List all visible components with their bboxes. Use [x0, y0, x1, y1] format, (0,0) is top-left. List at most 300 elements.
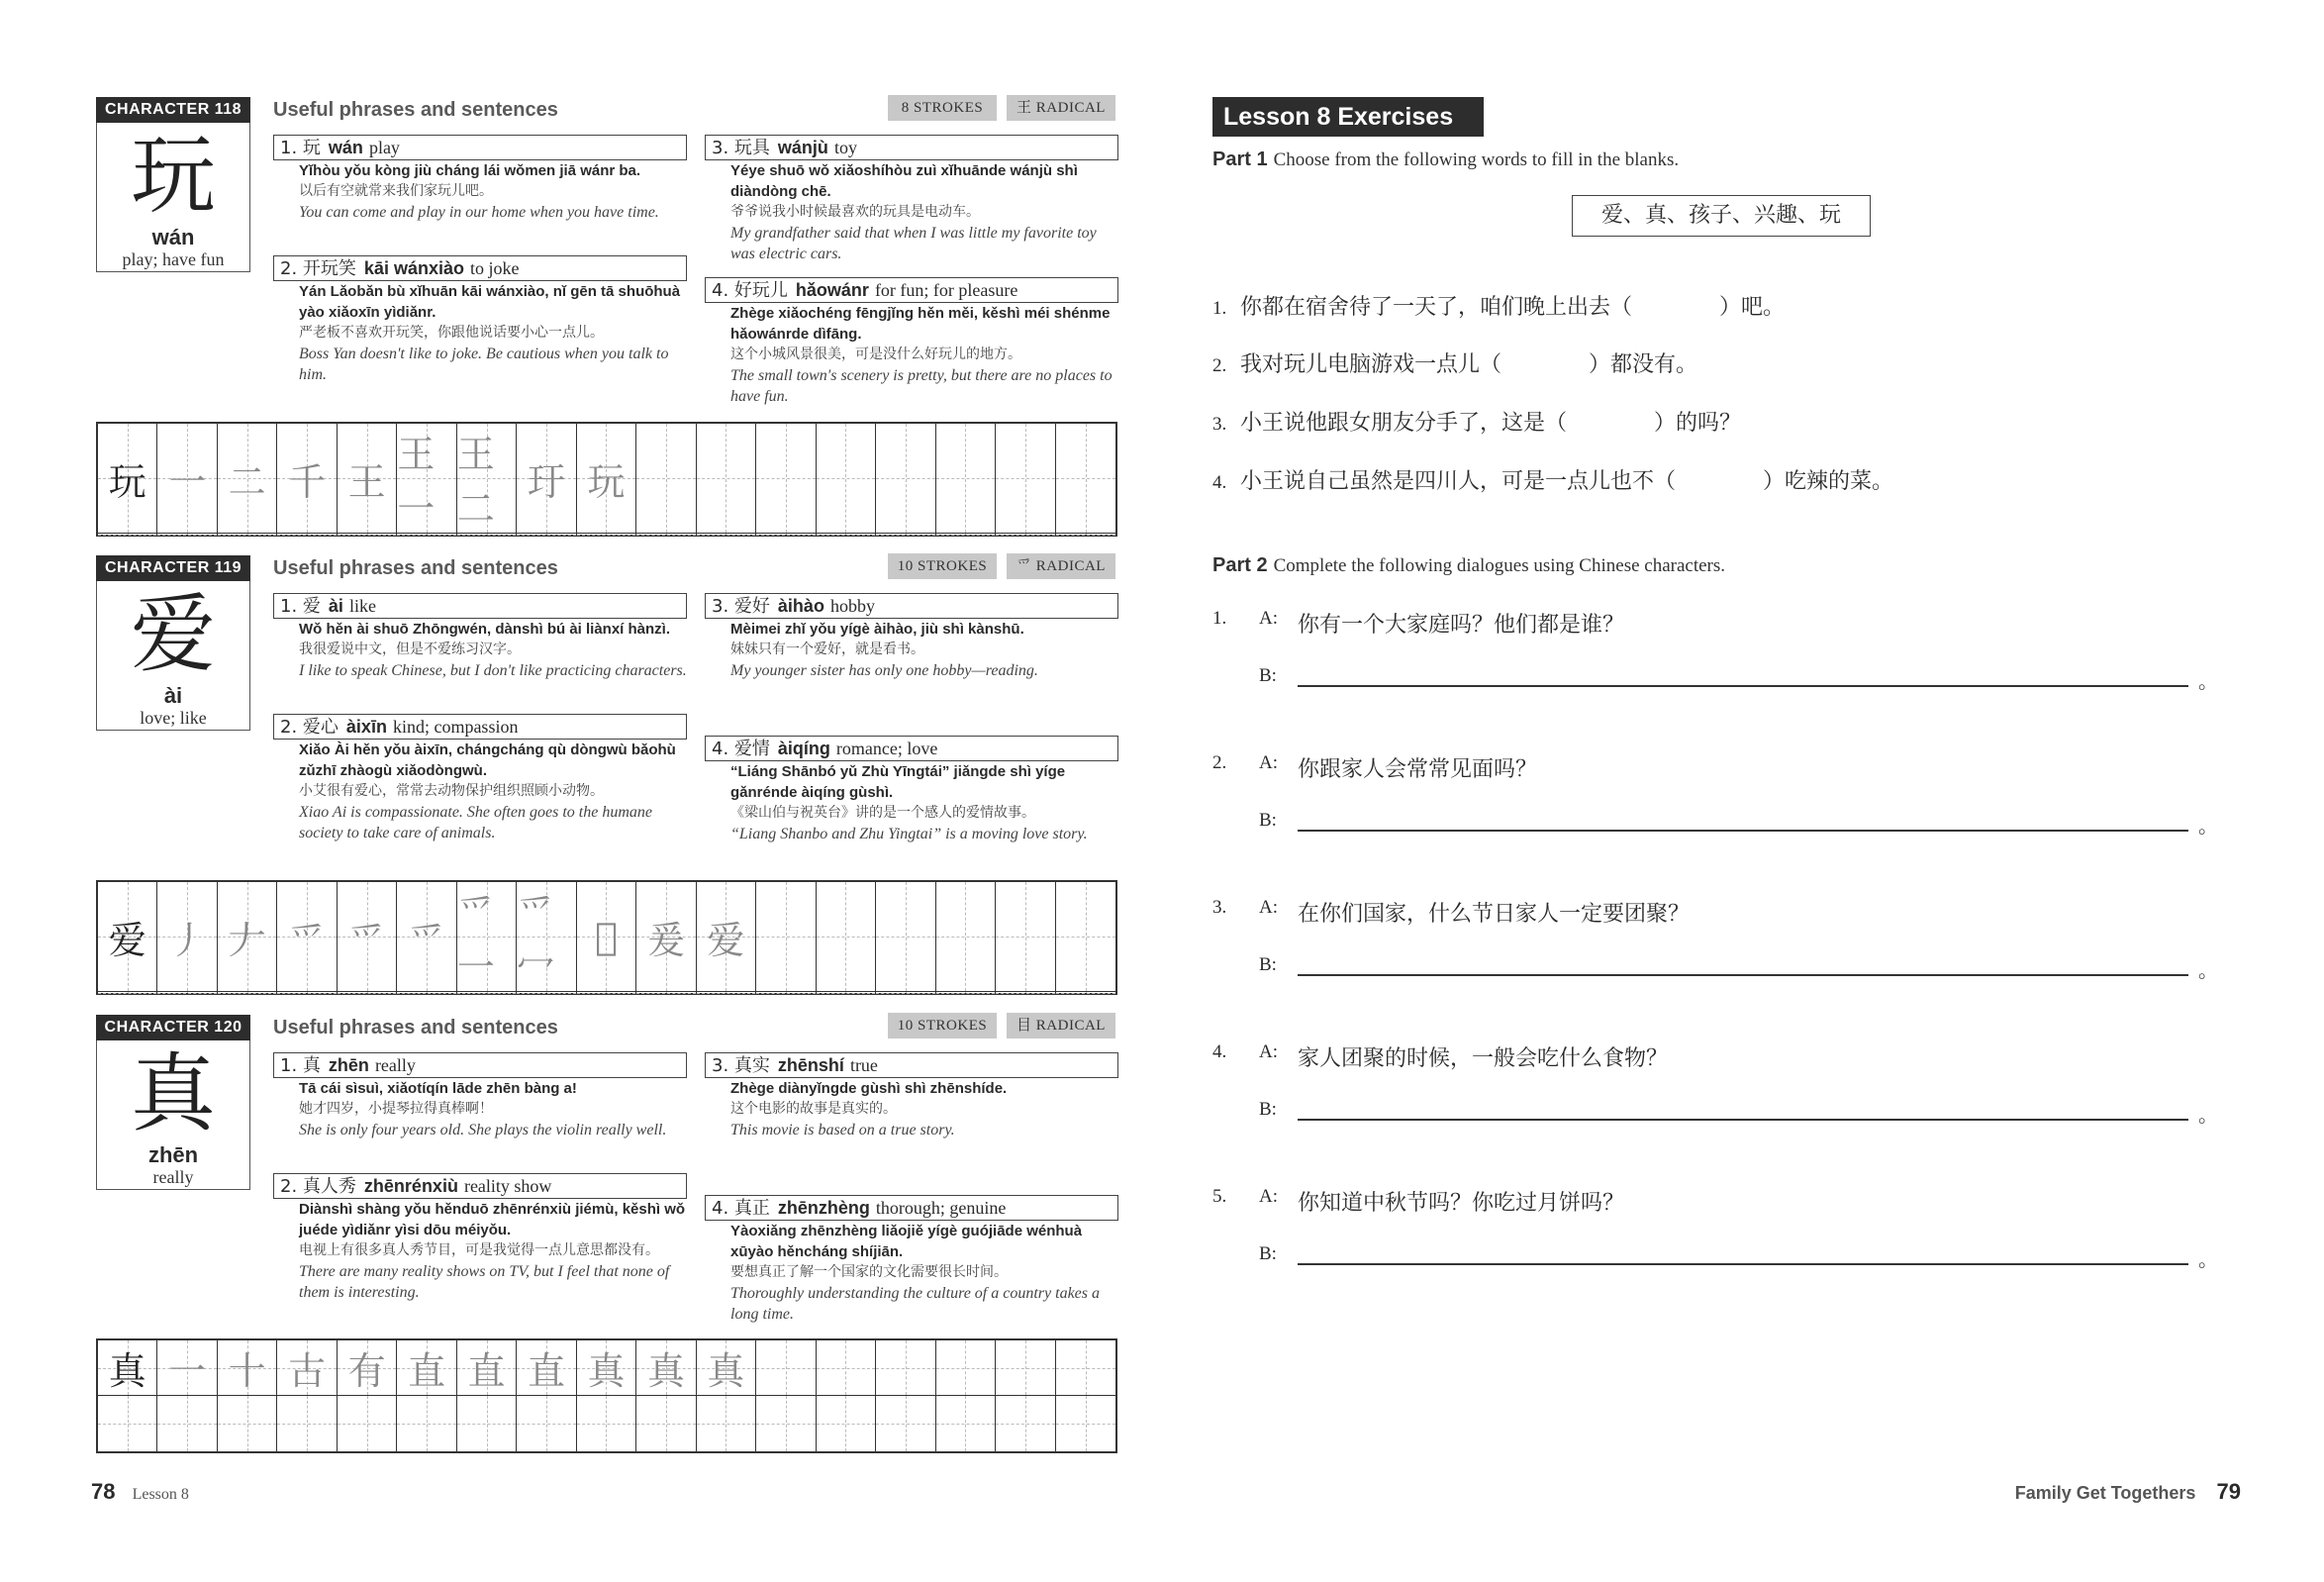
- stroke-step: 真: [646, 1349, 685, 1393]
- grid-cell: [338, 1396, 397, 1451]
- example-chinese: 爷爷说我小时候最喜欢的玩具是电动车。: [730, 204, 980, 220]
- phrase-number: 2.: [280, 258, 298, 279]
- grid-cell: [338, 1340, 397, 1396]
- character-meaning: really: [152, 1167, 194, 1187]
- phrase-english: for fun; for pleasure: [874, 280, 1018, 300]
- phrase-english: play: [368, 138, 400, 157]
- grid-cell: [636, 1396, 696, 1451]
- grid-cell: [397, 882, 456, 992]
- grid-cell: [996, 424, 1055, 534]
- grid-cell: [397, 424, 456, 534]
- stroke-step: 有: [347, 1349, 386, 1393]
- phrase-pinyin: zhēnzhèng: [777, 1198, 870, 1218]
- phrase-pinyin: wán: [328, 138, 363, 157]
- example-pinyin: Yàoxiǎng zhēnzhèng liǎojiě yígè guójiāde wénhuà xūyào hěncháng shíjiān.: [730, 1223, 1083, 1260]
- phrase-number: 1.: [280, 596, 298, 617]
- grid-cell: [457, 1396, 517, 1451]
- grid-cell: [996, 1340, 1055, 1396]
- phrase-number: 2.: [280, 1176, 298, 1197]
- dialogue-line-b: [1212, 1243, 2218, 1271]
- dialogue-number: 4.: [1212, 1041, 1227, 1062]
- grid-cell: [338, 424, 397, 534]
- part1-question: [1212, 290, 1785, 321]
- stroke-step: 直: [528, 1349, 566, 1393]
- grid-cell: [577, 1396, 636, 1451]
- grid-cell: [817, 424, 876, 534]
- radical-badge: 目 RADICAL: [1007, 1013, 1115, 1038]
- stroke-step: 玩: [108, 459, 146, 504]
- grid-cell: [697, 992, 756, 993]
- dialogue-number: 1.: [1212, 608, 1227, 629]
- grid-cell: [218, 992, 277, 993]
- grid-cell: [996, 1396, 1055, 1451]
- phrase-heading: [273, 714, 687, 740]
- phrase-english: thorough; genuine: [875, 1198, 1007, 1218]
- grid-cell: [517, 882, 576, 992]
- big-character: 玩: [131, 127, 216, 226]
- phrase-heading: [273, 135, 687, 160]
- grid-cell: [338, 992, 397, 993]
- grid-cell: [936, 424, 996, 534]
- grid-cell: [277, 424, 337, 534]
- grid-cell: [697, 424, 756, 534]
- stroke-step: 一: [168, 459, 207, 504]
- phrase-number: 4.: [712, 1198, 729, 1219]
- stroke-step: 𭁨: [595, 915, 618, 958]
- grid-cell: [457, 882, 517, 992]
- grid-cell: [756, 992, 816, 993]
- speaker-b: B:: [1259, 954, 1277, 975]
- stroke-step: 玗: [528, 459, 566, 504]
- phrase-heading: [273, 1052, 687, 1078]
- dialogue-question: 你跟家人会常常见面吗？: [1298, 757, 1538, 782]
- example-english: Boss Yan doesn't like to joke. Be cautious when you talk to him.: [299, 346, 669, 383]
- grid-cell: [98, 424, 157, 534]
- grid-cell: [1056, 1340, 1115, 1396]
- example-pinyin: Xiǎo Ài hěn yǒu àixīn, chángcháng qù dòngwù bǎohù zǔzhī zhàogù xiǎodòngwù.: [299, 742, 676, 779]
- phrase-pinyin: wánjù: [777, 138, 828, 157]
- example-pinyin: Mèimei zhǐ yǒu yígè àihào, jiù shì kànshū.: [730, 621, 1024, 638]
- stroke-step: 爫冖: [517, 891, 555, 989]
- phrase-number: 4.: [712, 280, 729, 301]
- speaker-b: B:: [1259, 810, 1277, 831]
- grid-cell: [157, 534, 217, 535]
- big-character: 爱: [131, 585, 216, 684]
- end-mark: 。: [2198, 1247, 2218, 1271]
- exercises-header: Lesson 8 Exercises: [1212, 97, 1484, 137]
- radical-badge: 王 RADICAL: [1007, 95, 1115, 121]
- example-chinese: 这个小城风景很美，可是没什么好玩儿的地方。: [730, 346, 1021, 362]
- end-mark: 。: [2198, 669, 2218, 693]
- grid-cell: [98, 1340, 157, 1396]
- character-pinyin: zhēn: [147, 1142, 199, 1167]
- grid-cell: [936, 882, 996, 992]
- grid-cell: [157, 1340, 217, 1396]
- phrase-entry: [273, 135, 687, 223]
- character-tag: CHARACTER 120: [96, 1015, 250, 1040]
- phrase-entry: [273, 593, 687, 681]
- grid-cell: [457, 424, 517, 534]
- stroke-step: 真: [587, 1349, 626, 1393]
- dialogue-line-a: [1212, 608, 2212, 636]
- phrase-english: kind; compassion: [392, 717, 519, 737]
- example-pinyin: Wǒ hěn ài shuō Zhōngwén, dànshì bú ài liànxí hànzì.: [299, 621, 671, 638]
- speaker-a: A:: [1259, 752, 1278, 773]
- stroke-step: 爱: [707, 918, 745, 962]
- stroke-step: 爰: [646, 918, 685, 962]
- grid-cell: [876, 534, 935, 535]
- example-english: Xiao Ai is compassionate. She often goes to the humane society to take care of animals.: [299, 804, 652, 841]
- phrase-hanzi: 真人秀: [302, 1176, 356, 1197]
- grid-cell: [517, 992, 576, 993]
- character-tag: CHARACTER 118: [96, 97, 250, 123]
- grid-cell: [397, 534, 456, 535]
- grid-cell: [817, 1340, 876, 1396]
- grid-cell: [397, 1396, 456, 1451]
- question-number: 4.: [1212, 472, 1227, 493]
- phrase-english: toy: [833, 138, 857, 157]
- phrase-hanzi: 爱好: [733, 596, 770, 617]
- character-pinyin: wán: [151, 225, 195, 249]
- grid-cell: [577, 534, 636, 535]
- speaker-a: A:: [1259, 608, 1278, 629]
- stroke-step: 真: [707, 1349, 745, 1393]
- stroke-step: 爫: [347, 918, 386, 962]
- grid-cell: [756, 534, 816, 535]
- phrase-entry: [705, 736, 1118, 844]
- grid-cell: [996, 882, 1055, 992]
- phrase-pinyin: zhēnshí: [777, 1055, 844, 1075]
- stroke-step: 直: [408, 1349, 446, 1393]
- stroke-step: 直: [467, 1349, 506, 1393]
- grid-cell: [277, 882, 337, 992]
- example-chinese: 以后有空就常来我们家玩儿吧。: [299, 183, 493, 199]
- phrase-pinyin: ài: [328, 596, 343, 616]
- phrase-number: 1.: [280, 138, 298, 158]
- grid-cell: [218, 1396, 277, 1451]
- grid-cell: [636, 1340, 696, 1396]
- grid-cell: [936, 1340, 996, 1396]
- phrase-english: like: [348, 596, 376, 616]
- strokes-badge: 10 STROKES: [888, 553, 997, 579]
- writing-grid: [96, 422, 1117, 537]
- stroke-step: 𠂇: [228, 918, 266, 962]
- lesson-label: Lesson 8: [132, 1486, 189, 1503]
- grid-cell: [756, 424, 816, 534]
- part1-question: [1212, 464, 1893, 495]
- grid-cell: [457, 992, 517, 993]
- phrase-hanzi: 玩具: [733, 138, 770, 158]
- grid-cell: [338, 534, 397, 535]
- grid-cell: [577, 882, 636, 992]
- example-pinyin: Zhège xiǎochéng fēngjǐng hěn měi, kěshì méi shénme hǎowánrde dìfāng.: [730, 305, 1111, 343]
- phrase-hanzi: 玩: [302, 138, 321, 158]
- part1-instruction: [1212, 148, 1679, 171]
- phrase-heading: [705, 1052, 1118, 1078]
- phrase-pinyin: àihào: [777, 596, 824, 616]
- grid-cell: [517, 1396, 576, 1451]
- stroke-step: 真: [108, 1349, 146, 1393]
- dialogue: [1212, 897, 2218, 982]
- part1-question: [1212, 347, 1697, 378]
- dialogue-line-a: [1212, 1041, 2212, 1069]
- stroke-step: 玩: [587, 459, 626, 504]
- page-number-left: 78: [91, 1479, 116, 1504]
- dialogue-line-b: [1212, 1099, 2218, 1127]
- question-number: 1.: [1212, 298, 1227, 319]
- example-pinyin: Yán Lǎobǎn bù xǐhuān kāi wánxiào, nǐ gēn tā shuōhuà yào xiǎoxīn yìdiǎnr.: [299, 283, 681, 321]
- example-sentence: [273, 1199, 687, 1303]
- phrase-hanzi: 开玩笑: [302, 258, 356, 279]
- example-english: The small town's scenery is pretty, but there are no places to have fun.: [730, 367, 1113, 405]
- example-chinese: 小艾很有爱心，常常去动物保护组织照顾小动物。: [299, 783, 604, 799]
- phrase-entry: [273, 1052, 687, 1140]
- example-sentence: [705, 303, 1118, 407]
- end-mark: 。: [2198, 1103, 2218, 1127]
- grid-cell: [1056, 882, 1115, 992]
- grid-cell: [936, 992, 996, 993]
- phrase-entry: [273, 255, 687, 385]
- example-chinese: 严老板不喜欢开玩笑，你跟他说话要小心一点儿。: [299, 325, 604, 341]
- dialogue: [1212, 608, 2218, 693]
- dialogue-line-b: [1212, 954, 2218, 982]
- example-chinese: 电视上有很多真人秀节目，可是我觉得一点儿意思都没有。: [299, 1242, 659, 1258]
- phrase-heading: [705, 135, 1118, 160]
- answer-line[interactable]: [1298, 1263, 2188, 1265]
- question-text: 我对玩儿电脑游戏一点儿（ ）都没有。: [1240, 352, 1698, 377]
- grid-cell: [277, 992, 337, 993]
- phrase-hanzi: 真: [302, 1055, 321, 1076]
- phrase-number: 1.: [280, 1055, 298, 1076]
- stroke-step: 古: [288, 1349, 327, 1393]
- phrase-hanzi: 爱情: [733, 739, 770, 759]
- grid-cell: [936, 1396, 996, 1451]
- phrase-hanzi: 爱心: [302, 717, 339, 738]
- answer-line[interactable]: [1298, 1119, 2188, 1121]
- end-mark: 。: [2198, 958, 2218, 982]
- grid-cell: [98, 534, 157, 535]
- phrase-pinyin: àiqíng: [777, 739, 830, 758]
- phrase-pinyin: zhēn: [328, 1055, 369, 1075]
- grid-cell: [98, 1396, 157, 1451]
- stroke-step: 王一: [397, 433, 436, 531]
- dialogue: [1212, 1186, 2218, 1271]
- phrase-hanzi: 真实: [733, 1055, 770, 1076]
- grid-cell: [817, 992, 876, 993]
- grid-cell: [218, 534, 277, 535]
- example-pinyin: Zhège diànyǐngde gùshì shì zhēnshíde.: [730, 1080, 1008, 1097]
- grid-cell: [98, 992, 157, 993]
- grid-cell: [996, 992, 1055, 993]
- right-footer: [2015, 1479, 2241, 1505]
- stroke-step: 王: [347, 459, 386, 504]
- phrase-english: reality show: [463, 1176, 552, 1196]
- part1-instruction-text: Choose from the following words to fill in the blanks.: [1273, 149, 1680, 170]
- grid-cell: [996, 534, 1055, 535]
- example-chinese: 我很爱说中文，但是不爱练习汉字。: [299, 642, 521, 657]
- phrase-entry: [273, 714, 687, 843]
- dialogue-line-b: [1212, 810, 2218, 838]
- grid-cell: [817, 534, 876, 535]
- speaker-a: A:: [1259, 1041, 1278, 1062]
- speaker-b: B:: [1259, 1099, 1277, 1120]
- grid-cell: [277, 1396, 337, 1451]
- grid-cell: [98, 882, 157, 992]
- phrases-title: Useful phrases and sentences: [273, 1017, 558, 1038]
- phrase-entry: [705, 593, 1118, 681]
- phrase-english: to joke: [469, 258, 520, 278]
- example-english: I like to speak Chinese, but I don't like practicing characters.: [299, 662, 687, 679]
- grid-cell: [876, 424, 935, 534]
- example-sentence: [273, 160, 687, 223]
- phrases-title: Useful phrases and sentences: [273, 557, 558, 579]
- stroke-step: 十: [228, 1349, 266, 1393]
- phrase-heading: [705, 1195, 1118, 1221]
- question-text: 小王说他跟女朋友分手了，这是（ ）的吗？: [1240, 411, 1742, 436]
- grid-cell: [817, 882, 876, 992]
- phrase-pinyin: hǎowánr: [795, 280, 869, 300]
- phrase-english: true: [849, 1055, 878, 1075]
- example-english: My grandfather said that when I was little my favorite toy was electric cars.: [730, 225, 1097, 262]
- question-number: 3.: [1212, 414, 1227, 435]
- chapter-title: Family Get Togethers: [2014, 1483, 2196, 1503]
- answer-line[interactable]: [1298, 974, 2188, 976]
- grid-cell: [457, 1340, 517, 1396]
- big-character: 真: [131, 1044, 216, 1143]
- stroke-step: 千: [288, 459, 327, 504]
- part2-instruction-text: Complete the following dialogues using Chinese characters.: [1273, 555, 1726, 576]
- grid-cell: [876, 1340, 935, 1396]
- part1-label: Part 1: [1212, 148, 1268, 170]
- example-pinyin: Yéye shuō wǒ xiǎoshíhòu zuì xǐhuānde wánjù shì diàndòng chē.: [730, 162, 1078, 200]
- grid-cell: [157, 1396, 217, 1451]
- example-chinese: 《梁山伯与祝英台》讲的是一个感人的爱情故事。: [730, 805, 1035, 821]
- dialogue: [1212, 752, 2218, 838]
- grid-cell: [876, 992, 935, 993]
- grid-cell: [1056, 424, 1115, 534]
- part2-label: Part 2: [1212, 554, 1268, 576]
- answer-line[interactable]: [1298, 685, 2188, 687]
- phrase-number: 3.: [712, 596, 729, 617]
- phrase-heading: [705, 593, 1118, 619]
- dialogue-line-a: [1212, 897, 2212, 925]
- example-english: You can come and play in our home when you have time.: [299, 204, 659, 221]
- grid-cell: [277, 1340, 337, 1396]
- grid-cell: [756, 882, 816, 992]
- grid-cell: [876, 1396, 935, 1451]
- phrase-hanzi: 真正: [733, 1198, 770, 1219]
- grid-cell: [397, 1340, 456, 1396]
- stroke-step: 爫一: [456, 891, 495, 989]
- example-chinese: 妹妹只有一个爱好，就是看书。: [730, 642, 924, 657]
- writing-grid: [96, 880, 1117, 995]
- phrase-pinyin: zhēnrénxiù: [363, 1176, 458, 1196]
- strokes-badge: 8 STROKES: [888, 95, 997, 121]
- phrase-heading: [273, 255, 687, 281]
- example-sentence: [705, 761, 1118, 844]
- dialogue-question: 你知道中秋节吗？你吃过月饼吗？: [1298, 1191, 1625, 1216]
- stroke-step: 丿: [168, 918, 207, 962]
- question-text: 你都在宿舍待了一天了，咱们晚上出去（ ）吧。: [1240, 295, 1786, 320]
- example-pinyin: Yǐhòu yǒu kòng jiù cháng lái wǒmen jiā wánr ba.: [299, 162, 641, 179]
- example-pinyin: “Liáng Shānbó yǔ Zhù Yīngtái” jiǎngde shì yíge gǎnrénde àiqíng gùshì.: [730, 763, 1066, 801]
- stroke-step: 一: [168, 1349, 207, 1393]
- character-meaning: love; like: [140, 708, 207, 728]
- stroke-step: 爱: [108, 918, 146, 962]
- grid-cell: [756, 1340, 816, 1396]
- example-english: “Liang Shanbo and Zhu Yingtai” is a moving love story.: [730, 826, 1088, 842]
- grid-cell: [338, 882, 397, 992]
- character-box: [96, 1040, 250, 1190]
- phrase-heading: [273, 593, 687, 619]
- end-mark: 。: [2198, 814, 2218, 838]
- grid-cell: [517, 1340, 576, 1396]
- grid-cell: [157, 882, 217, 992]
- example-english: This movie is based on a true story.: [730, 1122, 955, 1138]
- grid-cell: [157, 992, 217, 993]
- grid-cell: [1056, 992, 1115, 993]
- part2-instruction: [1212, 554, 1725, 577]
- dialogue-line-b: [1212, 665, 2218, 693]
- stroke-step: 爫: [408, 918, 446, 962]
- grid-cell: [636, 534, 696, 535]
- strokes-badge: 10 STROKES: [888, 1013, 997, 1038]
- word-bank: 爱、真、孩子、兴趣、玩: [1572, 195, 1871, 237]
- character-meaning: play; have fun: [122, 249, 225, 269]
- grid-cell: [577, 1340, 636, 1396]
- phrase-number: 4.: [712, 739, 729, 759]
- example-sentence: [273, 740, 687, 843]
- answer-line[interactable]: [1298, 830, 2188, 832]
- character-pinyin: ài: [163, 683, 183, 708]
- grid-cell: [756, 1396, 816, 1451]
- phrase-english: romance; love: [835, 739, 938, 758]
- grid-cell: [577, 992, 636, 993]
- dialogue-question: 家人团聚的时候，一般会吃什么食物？: [1298, 1046, 1669, 1071]
- grid-cell: [277, 534, 337, 535]
- left-footer: [91, 1479, 189, 1505]
- dialogue-number: 3.: [1212, 897, 1227, 918]
- example-chinese: 这个电影的故事是真实的。: [730, 1101, 897, 1117]
- phrase-english: hobby: [829, 596, 875, 616]
- example-sentence: [273, 281, 687, 385]
- phrase-entry: [705, 135, 1118, 264]
- radical-badge: 爫 RADICAL: [1007, 553, 1115, 579]
- dialogue-number: 5.: [1212, 1186, 1227, 1207]
- grid-cell: [697, 534, 756, 535]
- grid-cell: [936, 534, 996, 535]
- example-sentence: [705, 160, 1118, 264]
- speaker-b: B:: [1259, 1243, 1277, 1264]
- example-pinyin: Tā cái sìsuì, xiǎotíqín lāde zhēn bàng a!: [299, 1080, 577, 1097]
- phrase-heading: [273, 1173, 687, 1199]
- grid-cell: [517, 424, 576, 534]
- stroke-step: 二: [228, 459, 266, 504]
- speaker-a: A:: [1259, 1186, 1278, 1207]
- phrase-hanzi: 爱: [302, 596, 321, 617]
- grid-cell: [218, 1340, 277, 1396]
- grid-cell: [1056, 534, 1115, 535]
- phrase-heading: [705, 736, 1118, 761]
- dialogue-number: 2.: [1212, 752, 1227, 773]
- phrase-english: really: [374, 1055, 416, 1075]
- character-box: [96, 123, 250, 272]
- part1-question: [1212, 406, 1741, 437]
- example-sentence: [705, 1078, 1118, 1140]
- grid-cell: [697, 1396, 756, 1451]
- example-english: There are many reality shows on TV, but I feel that none of them is interesting.: [299, 1263, 670, 1301]
- question-text: 小王说自己虽然是四川人，可是一点儿也不（ ）吃辣的菜。: [1240, 469, 1894, 494]
